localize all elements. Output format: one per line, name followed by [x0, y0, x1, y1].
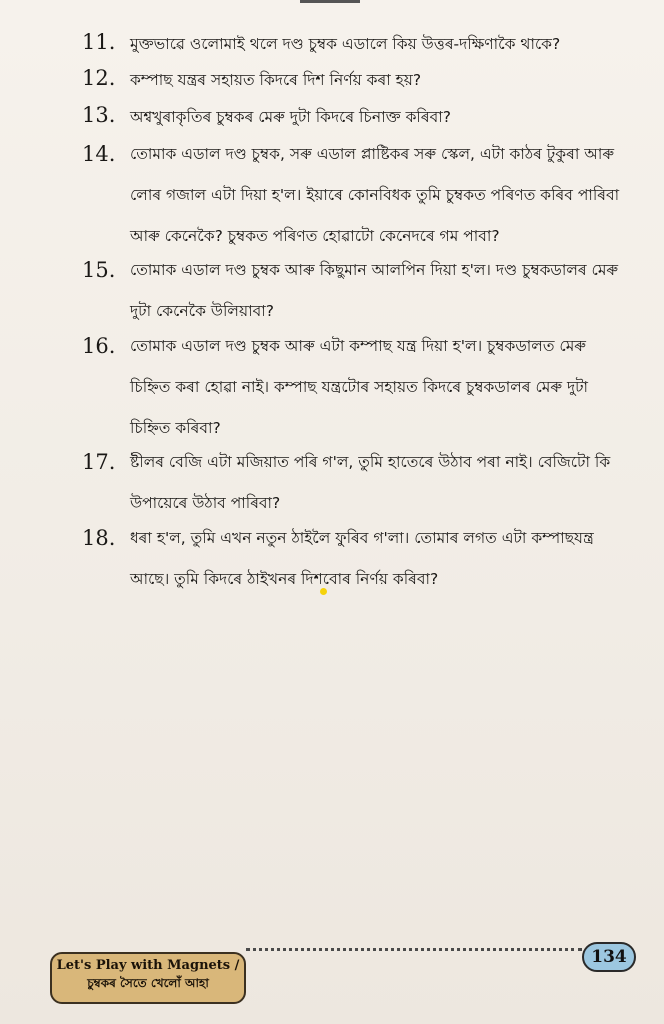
question-number: 11.	[82, 30, 116, 54]
question-number: 14.	[82, 142, 116, 166]
chapter-title-english: Let's Play with Magnets /	[56, 958, 240, 973]
question-text: তোমাক এডাল দণ্ড চুম্বক আৰু এটা কম্পাছ যন্ত্ৰ দিয়া হ'ল। চুম্বকডালত মেৰু চিহ্নিত কৰা হোৱা নাই। কম্পাছ যন্ত্ৰটোৰ সহায়ত কিদৰে চুম্বকডালৰ মেৰু দুটা চিহ্নিত কৰিবা?	[130, 337, 589, 437]
question-number: 12.	[82, 66, 116, 90]
question-number: 17.	[82, 450, 116, 474]
question-text: তোমাক এডাল দণ্ড চুম্বক আৰু কিছুমান আলপিন দিয়া হ'ল। দণ্ড চুম্বকডালৰ মেৰু দুটা কেনেকৈ উলিয়াবা?	[130, 261, 619, 320]
highlighter-mark	[320, 588, 327, 595]
question-number: 15.	[82, 258, 116, 282]
question-number: 16.	[82, 334, 116, 358]
question-text: তোমাক এডাল দণ্ড চুম্বক, সৰু এডাল প্লাষ্টিকৰ সৰু স্কেল, এটা কাঠৰ টুকুৰা আৰু লোৰ গজাল এটা দিয়া হ'ল। ইয়াৰে কোনবিধক তুমি চুম্বকত পৰিণত কৰিব পাৰিবা আৰু কেনেকৈ? চুম্বকত পৰিণত হোৱাটো কেনেদৰে গম পাবা?	[130, 145, 620, 245]
question-number: 18.	[82, 526, 116, 550]
chapter-badge	[50, 952, 246, 1004]
question-number: 13.	[82, 103, 116, 127]
question-text: ধৰা হ'ল, তুমি এখন নতুন ঠাইলৈ ফুৰিব গ'লা। তোমাৰ লগত এটা কম্পাছযন্ত্ৰ আছে। তুমি কিদৰে ঠাইখনৰ দিশবোৰ নিৰ্ণয় কৰিবা?	[130, 529, 594, 588]
footer-dotted-rule	[246, 948, 582, 951]
top-rule	[300, 0, 360, 3]
chapter-title-assamese: চুম্বকৰ সৈতে খেলোঁ আহা	[87, 976, 209, 990]
question-text: ষ্টীলৰ বেজি এটা মজিয়াত পৰি গ'ল, তুমি হাতেৰে উঠাব পৰা নাই। বেজিটো কি উপায়েৰে উঠাব পাৰিবা?	[130, 453, 611, 512]
page-number: 134	[582, 942, 636, 972]
question-text: মুক্তভাৱে ওলোমাই থলে দণ্ড চুম্বক এডালে কিয় উত্তৰ-দক্ষিণাকৈ থাকে?	[130, 35, 561, 53]
question-text: অশ্বখুৰাকৃতিৰ চুম্বকৰ মেৰু দুটা কিদৰে চিনাক্ত কৰিবা?	[130, 108, 451, 126]
question-text: কম্পাছ যন্ত্ৰৰ সহায়ত কিদৰে দিশ নিৰ্ণয় কৰা হয়?	[130, 71, 422, 89]
